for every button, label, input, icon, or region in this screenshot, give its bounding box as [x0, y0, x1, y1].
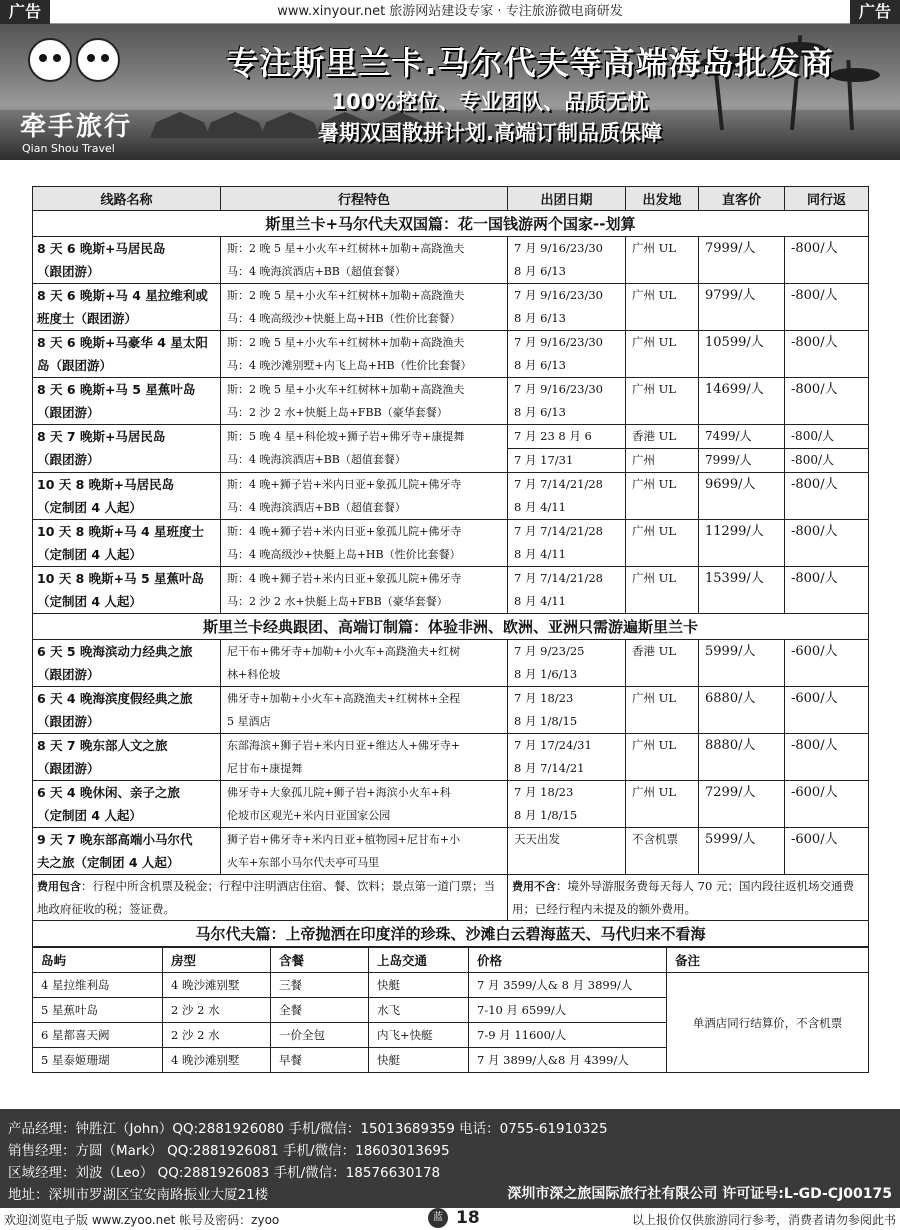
section-heading-row [33, 211, 869, 237]
page-bottom-strip [0, 1208, 900, 1230]
mascot-icon [76, 38, 120, 82]
route-type: （跟团游） [37, 405, 100, 420]
section-title-maldives: 马尔代夫篇：上帝抛洒在印度洋的珍珠、沙滩白云碧海蓝天、马代归来不看海 [33, 921, 869, 947]
retail-price: 5999/人 [699, 640, 785, 687]
itinerary-line: 马：2 沙 2 水+快艇上岛+FBB（豪华套餐） [227, 595, 448, 608]
departure-date: 8 月 7/14/21 [514, 761, 585, 775]
agent-rebate: -800/人 [785, 473, 869, 520]
fees-excluded [508, 875, 869, 921]
contact-sales-manager: 销售经理：方圆（Mark） QQ:2881926081 手机/微信：18603013695 [8, 1143, 450, 1159]
departure-date: 7 月 18/23 [514, 785, 574, 799]
departure-date: 7 月 7/14/21/28 [514, 477, 603, 491]
departure-date: 7 月 9/23/25 [514, 644, 585, 658]
meal-plan: 一价全包 [271, 1023, 369, 1048]
island-name: 5 星蕉叶岛 [33, 998, 163, 1023]
contact-product-manager: 产品经理：钟胜江（John）QQ:2881926080 手机/微信：15013689359 电话：0755-61910325 [8, 1121, 608, 1137]
room-type: 4 晚沙滩别墅 [163, 1048, 271, 1073]
ebook-link[interactable]: 欢迎浏览电子版 www.zyoo.net 帐号及密码：zyoo [4, 1213, 280, 1227]
departure-date: 7 月 9/16/23/30 [514, 382, 603, 396]
departure-city: 广州 UL [626, 473, 699, 520]
retail-price: 7499/人 [699, 425, 785, 449]
contact-footer [0, 1109, 900, 1208]
route-type: （定制团 4 人起） [37, 500, 142, 515]
ad-label-left: 广告 [0, 0, 50, 24]
transfer-mode: 内飞+快艇 [369, 1023, 469, 1048]
route-price-list [32, 186, 868, 1073]
header-room-type: 房型 [163, 948, 271, 973]
itinerary-line: 尼甘布+康提舞 [227, 762, 303, 775]
transfer-mode: 水飞 [369, 998, 469, 1023]
itinerary-line: 马：4 晚海滨酒店+BB（超值套餐） [227, 453, 406, 466]
table-row [33, 425, 869, 449]
route-type: （定制团 4 人起） [37, 594, 142, 609]
itinerary-line: 东部海滨+狮子岩+米内日亚+维达人+佛牙寺+ [227, 739, 461, 752]
itinerary-line: 林+科伦坡 [227, 668, 281, 681]
itinerary-line: 斯：5 晚 4 星+科伦坡+狮子岩+佛牙寺+康提舞 [227, 430, 465, 443]
itinerary-line: 伦坡市区观光+米内日亚国家公园 [227, 809, 391, 822]
header-price: 价格 [469, 948, 667, 973]
retail-price: 10599/人 [699, 331, 785, 378]
departure-date: 7 月 7/14/21/28 [514, 524, 603, 538]
departure-city: 广州 UL [626, 687, 699, 734]
agent-rebate: -800/人 [785, 425, 869, 449]
itinerary-line: 马：4 晚海滨酒店+BB（超值套餐） [227, 265, 406, 278]
table-row [33, 828, 869, 875]
island-price: 7-10 月 6599/人 [469, 998, 667, 1023]
section-heading-row [33, 921, 869, 947]
departure-date: 天天出发 [514, 832, 560, 846]
itinerary-line: 斯：2 晚 5 星+小火车+红树林+加勒+高跷渔夫 [227, 289, 465, 302]
fees-row [33, 875, 869, 921]
departure-date: 7 月 7/14/21/28 [514, 571, 603, 585]
departure-city: 广州 UL [626, 567, 699, 614]
route-name: 6 天 4 晚休闲、亲子之旅 [37, 785, 180, 800]
table-row [33, 284, 869, 331]
route-type: （定制团 4 人起） [37, 547, 142, 562]
header-agent-rebate: 同行返 [785, 187, 869, 211]
departure-city: 广州 UL [626, 284, 699, 331]
route-type: 岛（跟团游） [37, 358, 113, 373]
route-name: 8 天 7 晚东部人文之旅 [37, 738, 168, 753]
departure-city: 广州 UL [626, 378, 699, 425]
agent-rebate: -800/人 [785, 237, 869, 284]
retail-price: 14699/人 [699, 378, 785, 425]
section-title-dual-country: 斯里兰卡+马尔代夫双国篇：花一国钱游两个国家--划算 [33, 211, 869, 237]
site-slogan[interactable]: www.xinyour.net 旅游网站建设专家 · 专注旅游微电商研发 [277, 4, 623, 19]
itinerary-line: 狮子岩+佛牙寺+米内日亚+植物园+尼甘布+小 [227, 833, 461, 846]
room-type: 4 晚沙滩别墅 [163, 973, 271, 998]
departure-city: 广州 UL [626, 520, 699, 567]
logo-text-cn: 牵手旅行 [20, 112, 133, 142]
agent-rebate: -800/人 [785, 378, 869, 425]
logo-text-en: Qian Shou Travel [22, 142, 115, 155]
route-type: （跟团游） [37, 264, 100, 279]
departure-city: 香港 UL [626, 640, 699, 687]
table-header-row [33, 187, 869, 211]
agent-rebate: -800/人 [785, 284, 869, 331]
departure-date: 8 月 4/11 [514, 594, 566, 608]
route-name: 8 天 6 晚斯+马豪华 4 星太阳 [37, 335, 208, 350]
meal-plan: 早餐 [271, 1048, 369, 1073]
retail-price: 6880/人 [699, 687, 785, 734]
itinerary-line: 5 星酒店 [227, 715, 271, 728]
island-price: 7-9 月 11600/人 [469, 1023, 667, 1048]
table-row [33, 687, 869, 734]
departure-date: 8 月 6/13 [514, 311, 566, 325]
route-name: 10 天 8 晚斯+马 5 星蕉叶岛 [37, 571, 205, 586]
retail-price: 9699/人 [699, 473, 785, 520]
itinerary-line: 斯：4 晚+狮子岩+米内日亚+象孤儿院+佛牙寺 [227, 478, 462, 491]
table-row [33, 640, 869, 687]
route-name: 10 天 8 晚斯+马 4 星班度士 [37, 524, 205, 539]
route-type: （跟团游） [37, 452, 100, 467]
agent-rebate: -600/人 [785, 781, 869, 828]
room-type: 2 沙 2 水 [163, 1023, 271, 1048]
table-row [33, 378, 869, 425]
departure-city: 香港 UL [626, 425, 699, 449]
departure-city: 广州 UL [626, 734, 699, 781]
page-badge-icon: 蓝 [428, 1208, 448, 1228]
departure-date: 8 月 6/13 [514, 264, 566, 278]
agent-rebate: -800/人 [785, 734, 869, 781]
route-name: 10 天 8 晚斯+马居民岛 [37, 477, 175, 492]
agent-rebate: -800/人 [785, 520, 869, 567]
header-departure-date: 出团日期 [508, 187, 626, 211]
transfer-mode: 快艇 [369, 1048, 469, 1073]
departure-date: 7 月 9/16/23/30 [514, 288, 603, 302]
route-type: （跟团游） [37, 714, 100, 729]
maldives-table [32, 947, 869, 1073]
route-type: （跟团游） [37, 761, 100, 776]
agent-rebate: -800/人 [785, 449, 869, 473]
departure-date: 7 月 23 8 月 6 [508, 425, 626, 449]
header-meals: 含餐 [271, 948, 369, 973]
header-departure-city: 出发地 [626, 187, 699, 211]
retail-price: 7999/人 [699, 449, 785, 473]
fees-included-text: ：行程中所含机票及税金；行程中注明酒店住宿、餐、饮料；景点第一道门票；当地政府征收的税；签证费。 [37, 879, 495, 916]
route-type: （定制团 4 人起） [37, 808, 142, 823]
meal-plan: 全餐 [271, 998, 369, 1023]
agent-rebate: -600/人 [785, 640, 869, 687]
banner-subline-1: 100%控位、专业团队、品质无忧 [331, 90, 649, 114]
island-name: 5 星泰姬珊瑚 [33, 1048, 163, 1073]
retail-price: 9799/人 [699, 284, 785, 331]
route-type: （跟团游） [37, 667, 100, 682]
route-table [32, 186, 869, 947]
disclaimer: 以上报价仅供旅游同行参考，消费者请勿参阅此书 [631, 1213, 896, 1227]
page-number-value: 18 [456, 1208, 480, 1228]
retail-price: 7999/人 [699, 237, 785, 284]
page-number [428, 1208, 480, 1228]
retail-price: 5999/人 [699, 828, 785, 875]
section-title-sri-lanka: 斯里兰卡经典跟团、高端订制篇：体验非洲、欧洲、亚洲只需游遍斯里兰卡 [33, 614, 869, 640]
route-name: 9 天 7 晚东部高端小马尔代 [37, 832, 193, 847]
departure-city: 广州 [626, 449, 699, 473]
retail-price: 7299/人 [699, 781, 785, 828]
departure-date: 8 月 4/11 [514, 547, 566, 561]
retail-price: 11299/人 [699, 520, 785, 567]
table-row [33, 973, 869, 998]
fees-excluded-label: 费用不含 [512, 880, 556, 893]
table-row [33, 331, 869, 378]
section-heading-row [33, 614, 869, 640]
brand-logo [18, 38, 168, 158]
mascot-icon [28, 38, 72, 82]
island-name: 6 星都喜天阙 [33, 1023, 163, 1048]
departure-date: 7 月 9/16/23/30 [514, 335, 603, 349]
contact-regional-manager: 区域经理：刘波（Leo） QQ:2881926083 手机/微信：18576630178 [8, 1165, 441, 1181]
departure-city: 广州 UL [626, 237, 699, 284]
agent-rebate: -800/人 [785, 567, 869, 614]
agent-rebate: -600/人 [785, 687, 869, 734]
hero-banner [0, 24, 900, 160]
company-address: 地址：深圳市罗湖区宝安南路振业大厦21楼 [8, 1187, 269, 1203]
departure-date: 8 月 6/13 [514, 405, 566, 419]
departure-date: 7 月 17/31 [508, 449, 626, 473]
departure-date: 8 月 1/6/13 [514, 667, 578, 681]
route-name: 8 天 6 晚斯+马居民岛 [37, 241, 166, 256]
fees-included [33, 875, 508, 921]
route-name: 8 天 6 晚斯+马 5 星蕉叶岛 [37, 382, 196, 397]
meal-plan: 三餐 [271, 973, 369, 998]
header-transfer: 上岛交通 [369, 948, 469, 973]
itinerary-line: 马：4 晚沙滩别墅+内飞上岛+HB（性价比套餐） [227, 359, 472, 372]
banner-subline-2: 暑期双国散拼计划.高端订制品质保障 [318, 121, 662, 145]
ad-label-right: 广告 [850, 0, 900, 24]
route-name: 6 天 5 晚海滨动力经典之旅 [37, 644, 193, 659]
itinerary-line: 斯：4 晚+狮子岩+米内日亚+象孤儿院+佛牙寺 [227, 525, 462, 538]
retail-price: 8880/人 [699, 734, 785, 781]
table-row [33, 567, 869, 614]
departure-date: 7 月 9/16/23/30 [514, 241, 603, 255]
itinerary-line: 斯：2 晚 5 星+小火车+红树林+加勒+高跷渔夫 [227, 336, 465, 349]
itinerary-line: 马：4 晚高级沙+快艇上岛+HB（性价比套餐） [227, 548, 461, 561]
fees-excluded-text: ：境外导游服务费每天每人 70 元；国内段往返机场交通费用；已经行程内未提及的额外费用。 [512, 879, 854, 916]
departure-date: 7 月 17/24/31 [514, 738, 592, 752]
departure-date: 8 月 6/13 [514, 358, 566, 372]
header-island: 岛屿 [33, 948, 163, 973]
departure-date: 8 月 1/8/15 [514, 714, 578, 728]
table-row [33, 520, 869, 567]
island-name: 4 星拉维利岛 [33, 973, 163, 998]
route-name: 8 天 7 晚斯+马居民岛 [37, 429, 166, 444]
itinerary-line: 斯：2 晚 5 星+小火车+红树林+加勒+高跷渔夫 [227, 242, 465, 255]
maldives-header-row [33, 948, 869, 973]
route-name: 8 天 6 晚斯+马 4 星拉维利或 [37, 288, 208, 303]
agent-rebate: -800/人 [785, 331, 869, 378]
fees-included-label: 费用包含 [37, 880, 81, 893]
departure-date: 8 月 4/11 [514, 500, 566, 514]
itinerary-line: 马：4 晚高级沙+快艇上岛+HB（性价比套餐） [227, 312, 461, 325]
retail-price: 15399/人 [699, 567, 785, 614]
departure-city: 广州 UL [626, 331, 699, 378]
transfer-mode: 快艇 [369, 973, 469, 998]
itinerary-line: 佛牙寺+大象孤儿院+狮子岩+海滨小火车+科 [227, 786, 451, 799]
room-type: 2 沙 2 水 [163, 998, 271, 1023]
itinerary-line: 马：4 晚海滨酒店+BB（超值套餐） [227, 501, 406, 514]
itinerary-line: 斯：4 晚+狮子岩+米内日亚+象孤儿院+佛牙寺 [227, 572, 462, 585]
agent-rebate: -600/人 [785, 828, 869, 875]
itinerary-line: 尼干布+佛牙寺+加勒+小火车+高跷渔夫+红树 [227, 645, 461, 658]
table-row [33, 734, 869, 781]
table-row [33, 473, 869, 520]
table-row [33, 781, 869, 828]
company-license: 深圳市深之旅国际旅行社有限公司 许可证号:L-GD-CJ00175 [507, 1186, 892, 1202]
itinerary-line: 火车+东部小马尔代夫亭可马里 [227, 856, 380, 869]
route-name: 6 天 4 晚海滨度假经典之旅 [37, 691, 193, 706]
departure-city: 不含机票 [626, 828, 699, 875]
header-itinerary: 行程特色 [221, 187, 508, 211]
top-ad-bar [0, 0, 900, 24]
departure-date: 8 月 1/8/15 [514, 808, 578, 822]
banner-headline: 专注斯里兰卡.马尔代夫等高端海岛批发商 [226, 44, 834, 82]
maldives-note: 单酒店同行结算价，不含机票 [667, 973, 869, 1073]
itinerary-line: 马：2 沙 2 水+快艇上岛+FBB（豪华套餐） [227, 406, 448, 419]
island-price: 7 月 3599/人& 8 月 3899/人 [469, 973, 667, 998]
route-type: 班度士（跟团游） [37, 311, 138, 326]
header-note: 备注 [667, 948, 869, 973]
itinerary-line: 佛牙寺+加勒+小火车+高跷渔夫+红树林+全程 [227, 692, 461, 705]
header-route-name: 线路名称 [33, 187, 221, 211]
departure-date: 7 月 18/23 [514, 691, 574, 705]
header-retail-price: 直客价 [699, 187, 785, 211]
itinerary-line: 斯：2 晚 5 星+小火车+红树林+加勒+高跷渔夫 [227, 383, 465, 396]
route-type: 夫之旅（定制团 4 人起） [37, 855, 180, 870]
table-row [33, 237, 869, 284]
island-price: 7 月 3899/人&8 月 4399/人 [469, 1048, 667, 1073]
departure-city: 广州 UL [626, 781, 699, 828]
